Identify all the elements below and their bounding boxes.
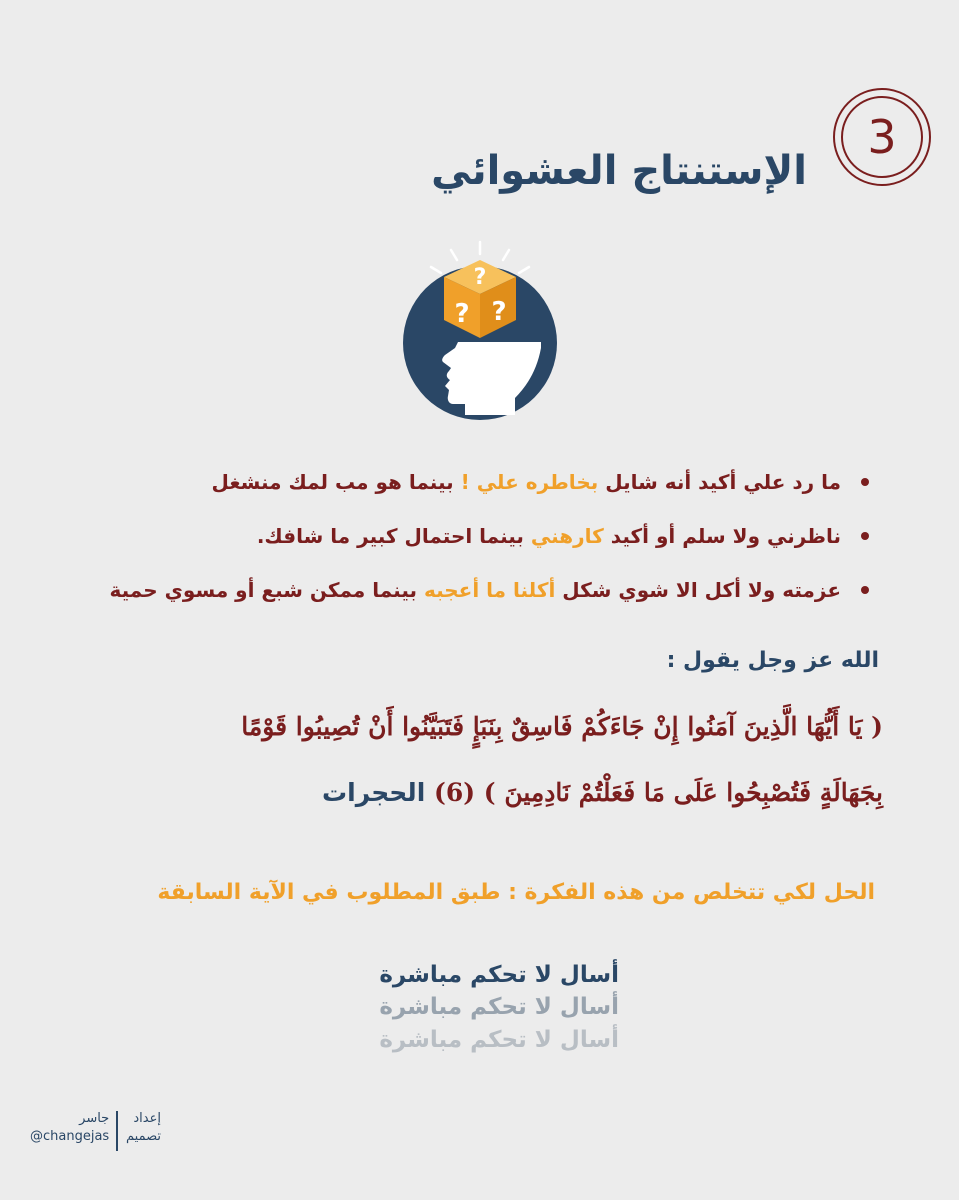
solution-text: الحل لكي تتخلص من هذه الفكرة : طبق المطلوب في الآية السابقة <box>157 880 875 905</box>
svg-text:?: ? <box>473 265 487 290</box>
verse-line-1: ( يَا أَيُّهَا الَّذِينَ آمَنُوا إِنْ جَاءَكُمْ فَاسِقٌ بِنَبَإٍ فَتَبَيَّنُوا أَنْ تُصِيبُوا قَوْمًا <box>241 712 883 741</box>
advice-line: أسال لا تحكم مباشرة <box>379 994 619 1020</box>
verse-line-2: بِجَهَالَةٍ فَتُصْبِحُوا عَلَى مَا فَعَلْتُمْ نَادِمِينَ ) (6) الحجرات <box>322 778 883 807</box>
highlighted-phrase: كارهني <box>530 524 604 548</box>
examples-list <box>79 465 879 627</box>
bullet-dot-icon <box>861 478 869 486</box>
verse-reference: الحجرات <box>322 778 426 807</box>
svg-text:?: ? <box>491 297 507 327</box>
bullet-dot-icon <box>861 586 869 594</box>
step-number: 3 <box>841 96 923 178</box>
page-title: الإستنتاج العشوائي <box>431 148 807 194</box>
highlighted-phrase: بخاطره علي ! <box>460 470 599 494</box>
credits-roles: إعداد تصميم <box>126 1111 161 1144</box>
advice-line: أسال لا تحكم مباشرة <box>379 962 619 988</box>
step-number-badge <box>833 88 931 186</box>
bullet-dot-icon <box>861 532 869 540</box>
highlighted-phrase: أكلنا ما أعجبه <box>423 578 556 602</box>
credits-divider <box>116 1111 118 1151</box>
list-item: عزمته ولا أكل الا شوي شكل أكلنا ما أعجبه بينما ممكن شبع أو مسوي حمية <box>79 573 879 627</box>
advice-line: أسال لا تحكم مباشرة <box>379 1027 619 1053</box>
credits-author: جاسر @changejas <box>30 1111 110 1144</box>
list-item: ناظرني ولا سلم أو أكيد كارهني بينما احتمال كبير ما شافك. <box>79 519 879 573</box>
svg-text:?: ? <box>454 299 470 329</box>
verse-intro: الله عز وجل يقول : <box>666 648 879 673</box>
list-item: ما رد علي أكيد أنه شايل بخاطره علي ! بينما هو مب لمك منشغل <box>79 465 879 519</box>
head-with-question-box-icon <box>403 240 558 420</box>
